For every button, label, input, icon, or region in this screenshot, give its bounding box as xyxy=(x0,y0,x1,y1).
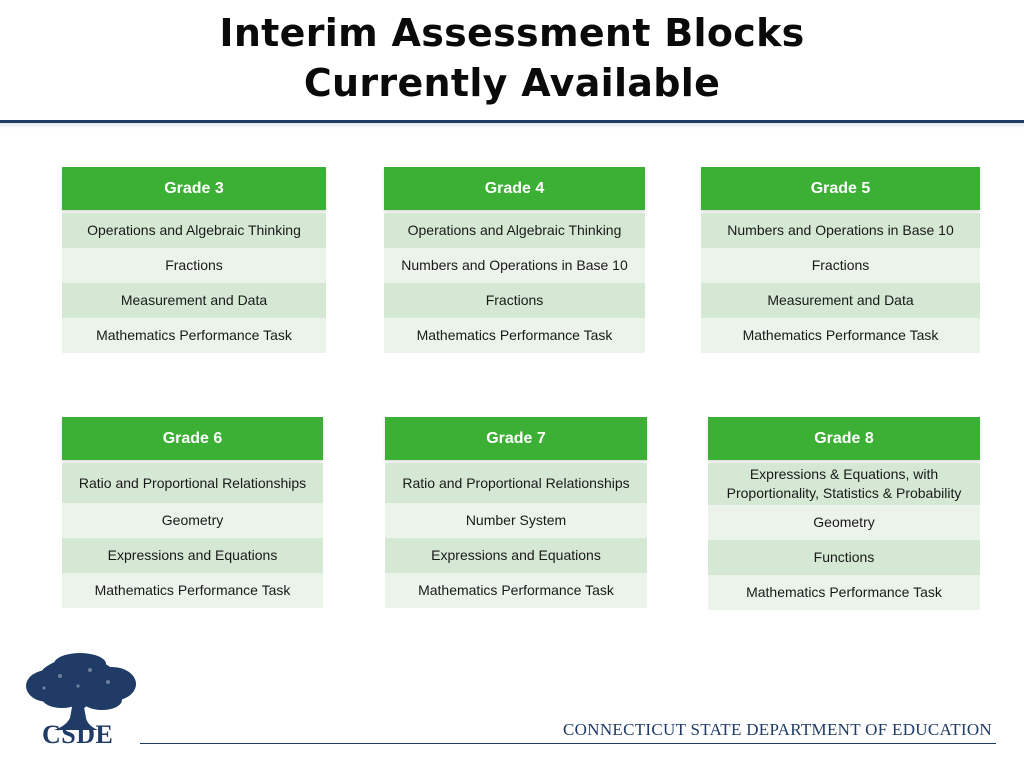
grade-5-block-4: Mathematics Performance Task xyxy=(701,318,980,353)
grade-5-block-3: Measurement and Data xyxy=(701,283,980,318)
grade-6-block-2: Geometry xyxy=(62,503,323,538)
grade-7-block-2: Number System xyxy=(385,503,647,538)
grade-3-table xyxy=(62,167,326,353)
grade-3-header: Grade 3 xyxy=(62,167,326,210)
grade-4-header: Grade 4 xyxy=(384,167,645,210)
grade-5-table xyxy=(701,167,980,353)
grade-8-table xyxy=(708,417,980,610)
grade-7-block-4: Mathematics Performance Task xyxy=(385,573,647,608)
slide-title-line-2: Currently Available xyxy=(303,61,721,105)
grade-4-block-3: Fractions xyxy=(384,283,645,318)
slide-title-line-1: Interim Assessment Blocks xyxy=(219,11,805,55)
grade-6-block-1: Ratio and Proportional Relationships xyxy=(62,463,323,503)
grade-8-block-4: Mathematics Performance Task xyxy=(708,575,980,610)
footer-org-name: CONNECTICUT STATE DEPARTMENT OF EDUCATION xyxy=(563,720,992,739)
csde-logo-text: CSDE xyxy=(42,720,114,749)
grade-5-block-2: Fractions xyxy=(701,248,980,283)
grade-8-block-1: Expressions & Equations, with Proportionality, Statistics & Probability xyxy=(708,463,980,505)
grade-4-block-1: Operations and Algebraic Thinking xyxy=(384,213,645,248)
grade-7-header: Grade 7 xyxy=(385,417,647,460)
grade-4-table xyxy=(384,167,645,353)
grade-6-header: Grade 6 xyxy=(62,417,323,460)
grade-5-header: Grade 5 xyxy=(701,167,980,210)
grade-6-block-3: Expressions and Equations xyxy=(62,538,323,573)
grade-3-block-2: Fractions xyxy=(62,248,326,283)
grade-7-table xyxy=(385,417,647,608)
grade-3-block-1: Operations and Algebraic Thinking xyxy=(62,213,326,248)
slide-title xyxy=(0,8,1024,108)
grade-8-header: Grade 8 xyxy=(708,417,980,460)
grade-4-block-2: Numbers and Operations in Base 10 xyxy=(384,248,645,283)
grade-7-block-1: Ratio and Proportional Relationships xyxy=(385,463,647,503)
grade-5-block-1: Numbers and Operations in Base 10 xyxy=(701,213,980,248)
footer-divider xyxy=(140,743,996,744)
grade-3-block-3: Measurement and Data xyxy=(62,283,326,318)
grade-8-block-2: Geometry xyxy=(708,505,980,540)
grade-7-block-3: Expressions and Equations xyxy=(385,538,647,573)
grade-8-block-3: Functions xyxy=(708,540,980,575)
grade-4-block-4: Mathematics Performance Task xyxy=(384,318,645,353)
title-divider-shadow xyxy=(0,123,1024,129)
grade-6-table xyxy=(62,417,323,608)
grade-6-block-4: Mathematics Performance Task xyxy=(62,573,323,608)
grade-3-block-4: Mathematics Performance Task xyxy=(62,318,326,353)
